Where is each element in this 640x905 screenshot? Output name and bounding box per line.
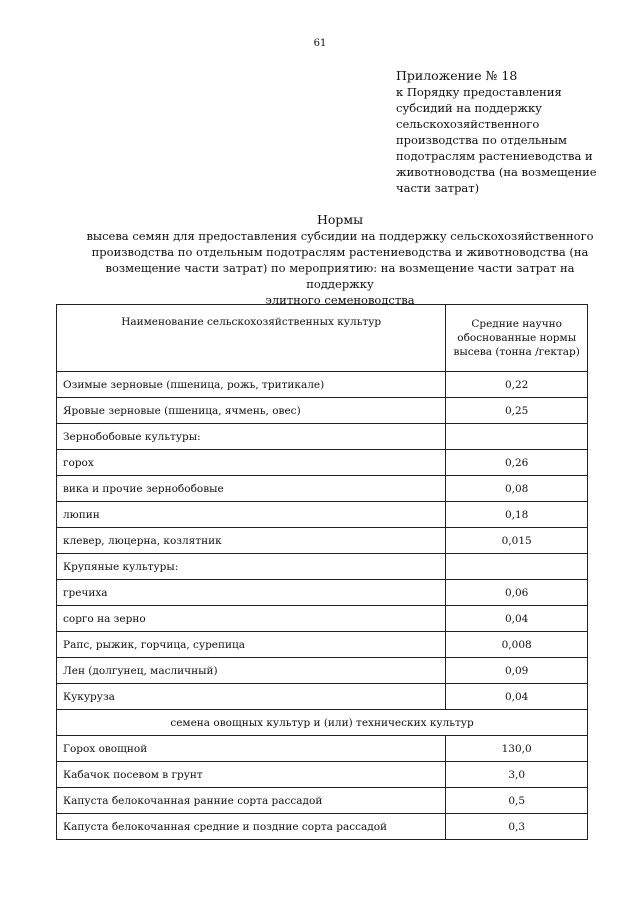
table-row — [57, 762, 588, 788]
table-row — [57, 606, 588, 632]
crop-name: люпин — [57, 502, 446, 528]
crop-name: Капуста белокочанная ранние сорта рассадой — [57, 788, 446, 814]
table-row — [57, 476, 588, 502]
norm-value: 3,0 — [446, 762, 588, 788]
norm-value: 0,04 — [446, 684, 588, 710]
norm-value: 130,0 — [446, 736, 588, 762]
heading-title: Нормы — [316, 212, 364, 227]
heading-line: возмещение части затрат) по мероприятию: на возмещение части затрат на поддержку — [105, 261, 575, 291]
appendix-line: субсидий на поддержку — [396, 101, 542, 115]
appendix-line: животноводства (на возмещение — [396, 165, 597, 179]
table-header-row — [57, 305, 588, 372]
table-row — [57, 398, 588, 424]
norm-value: 0,18 — [446, 502, 588, 528]
crop-group-name: Зернобобовые культуры: — [57, 424, 446, 450]
document-heading — [70, 212, 610, 308]
section-row — [57, 710, 588, 736]
table-row — [57, 528, 588, 554]
crop-name: гречиха — [57, 580, 446, 606]
table-row — [57, 502, 588, 528]
heading-line: высева семян для предоставления субсидии на поддержку сельскохозяйственного — [86, 229, 594, 243]
table-row — [57, 580, 588, 606]
norm-value: 0,5 — [446, 788, 588, 814]
norm-value — [446, 554, 588, 580]
crop-name: Горох овощной — [57, 736, 446, 762]
table-row — [57, 372, 588, 398]
appendix-line: к Порядку предоставления — [396, 85, 562, 99]
page-number: 61 — [313, 38, 327, 49]
norm-value: 0,09 — [446, 658, 588, 684]
table-row — [57, 658, 588, 684]
appendix-line: части затрат) — [396, 181, 480, 195]
crop-name: Рапс, рыжик, горчица, сурепица — [57, 632, 446, 658]
crop-column-header: Наименование сельскохозяйственных культур — [57, 305, 446, 372]
crop-name: Кукуруза — [57, 684, 446, 710]
table-row — [57, 814, 588, 840]
norm-column-header: Средние научно обоснованные нормы высева (тонна /гектар) — [446, 305, 588, 372]
crop-name: Озимые зерновые (пшеница, рожь, тритикале) — [57, 372, 446, 398]
norm-value: 0,25 — [446, 398, 588, 424]
crop-name: вика и прочие зернобобовые — [57, 476, 446, 502]
crop-name: Кабачок посевом в грунт — [57, 762, 446, 788]
norm-value: 0,08 — [446, 476, 588, 502]
crop-name: Яровые зерновые (пшеница, ячмень, овес) — [57, 398, 446, 424]
appendix-line: сельскохозяйственного — [396, 117, 540, 131]
norm-value: 0,26 — [446, 450, 588, 476]
appendix-line: производства по отдельным — [396, 133, 567, 147]
section-title: семена овощных культур и (или) технических культур — [57, 710, 588, 736]
norm-value — [446, 424, 588, 450]
norm-value: 0,22 — [446, 372, 588, 398]
crop-name: сорго на зерно — [57, 606, 446, 632]
table-row — [57, 450, 588, 476]
table-row — [57, 632, 588, 658]
heading-line: производства по отдельным подотраслям растениеводства и животноводства (на — [91, 245, 589, 259]
norm-value: 0,04 — [446, 606, 588, 632]
crop-name: клевер, люцерна, козлятник — [57, 528, 446, 554]
table-row — [57, 554, 588, 580]
crop-name: Капуста белокочанная средние и поздние сорта рассадой — [57, 814, 446, 840]
table-row — [57, 684, 588, 710]
seeding-norms-table — [56, 304, 588, 840]
table-row — [57, 736, 588, 762]
table-row — [57, 788, 588, 814]
heading-line: элитного семеноводства — [265, 293, 415, 307]
crop-name: Лен (долгунец, масличный) — [57, 658, 446, 684]
appendix-line: подотраслям растениеводства и — [396, 149, 593, 163]
crop-name: горох — [57, 450, 446, 476]
norm-value: 0,06 — [446, 580, 588, 606]
norm-value: 0,3 — [446, 814, 588, 840]
table-row — [57, 424, 588, 450]
crop-group-name: Крупяные культуры: — [57, 554, 446, 580]
appendix-block — [396, 68, 616, 196]
norm-value: 0,015 — [446, 528, 588, 554]
norm-value: 0,008 — [446, 632, 588, 658]
appendix-title: Приложение № 18 — [396, 68, 518, 83]
